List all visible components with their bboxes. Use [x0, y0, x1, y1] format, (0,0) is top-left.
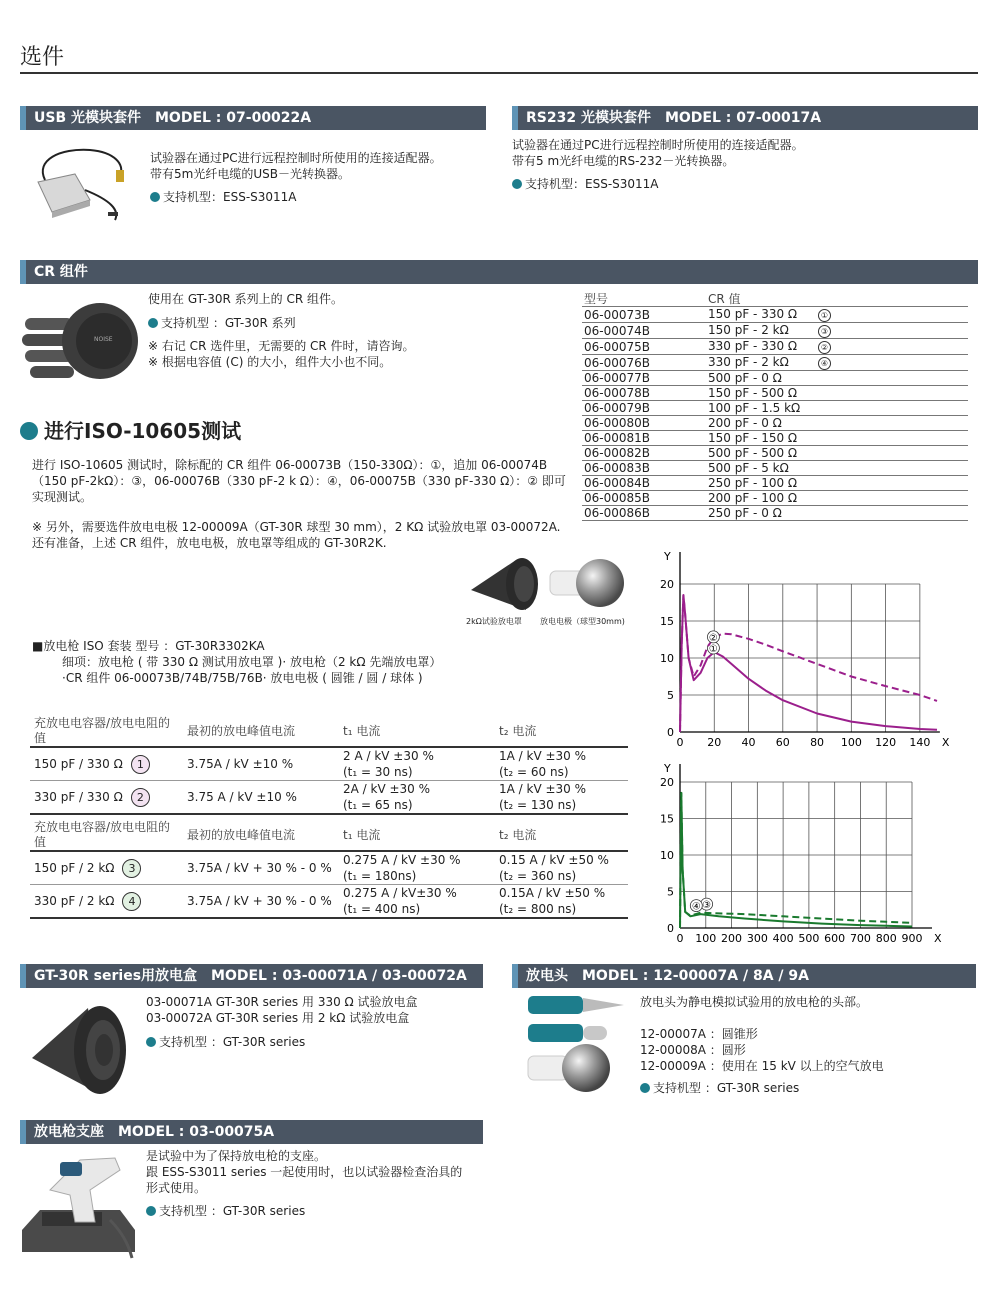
cr-table-row — [582, 446, 968, 461]
box-support — [146, 1034, 305, 1050]
spec-t1-cell — [339, 851, 495, 885]
cr-value-cell — [706, 386, 968, 401]
cr-value-text: 500 pF - 500 Ω — [708, 446, 798, 460]
bullet-dot-icon — [640, 1083, 650, 1093]
series-line — [680, 595, 937, 732]
x-axis-label: X — [941, 736, 950, 749]
spec-row — [30, 781, 628, 815]
spec-t2-cell — [495, 885, 628, 919]
usb-support-text: 支持机型：ESS-S3011A — [163, 190, 297, 204]
discharge-tips-image — [524, 990, 636, 1102]
spec-table-2k — [30, 820, 628, 919]
cr-value-text: 330 pF - 330 Ω — [708, 339, 798, 353]
cr-note-2: ※ 根据电容值 (C) 的大小，组件大小也不同。 — [148, 355, 392, 369]
cr-value-cell — [706, 461, 968, 476]
series-line — [680, 595, 937, 732]
cr-value-cell — [706, 371, 968, 386]
spec-cr-cell — [30, 781, 183, 815]
spec-t2-cell — [495, 747, 628, 781]
stand-support-text: 支持机型 ：GT-30R series — [159, 1204, 306, 1218]
iso-paragraph-1-line-2: （150 pF-2kΩ）：③，06-00076B（330 pF-2 k Ω）：④，06-00075B（330 pF-330 Ω）：② 即可 — [32, 474, 566, 488]
cr-value-cell — [706, 431, 968, 446]
ref-mark: 3 — [122, 859, 141, 878]
bullet-dot-icon — [146, 1206, 156, 1216]
bullet-dot-icon — [512, 179, 522, 189]
cr-table-row — [582, 476, 968, 491]
cr-table — [582, 292, 968, 521]
spec-t1-value: 0.275 A / kV ±30 % — [343, 853, 461, 867]
x-tick-label: 200 — [721, 932, 743, 945]
cr-value-cell — [706, 506, 968, 521]
spec-cr-cell — [30, 851, 183, 885]
spec-t2-cell — [495, 781, 628, 815]
spec-t2-time: (t₂ = 130 ns) — [499, 798, 577, 812]
ref-mark: ① — [818, 309, 831, 322]
ref-mark: ③ — [818, 325, 831, 338]
y-tick-label: 20 — [660, 776, 674, 789]
spec-t1-cell — [339, 781, 495, 815]
svg-text:NOISE: NOISE — [94, 336, 113, 343]
spec-header-t2: t₂ 电流 — [495, 820, 628, 851]
spec-peak-cell: 3.75 A / kV ±10 % — [183, 781, 339, 815]
usb-support — [150, 189, 297, 205]
title-divider — [20, 72, 978, 74]
series-line — [680, 793, 912, 928]
cr-table-row — [582, 323, 968, 339]
spec-t2-cell — [495, 851, 628, 885]
y-tick-label: 5 — [667, 885, 674, 899]
cr-model-cell: 06-00081B — [582, 431, 706, 446]
tip-line-3: 12-00009A ：使用在 15 kV 以上的空气放电 — [640, 1059, 884, 1073]
y-tick-label: 10 — [660, 849, 674, 862]
x-tick-label: 300 — [746, 932, 768, 945]
cr-model-cell: 06-00085B — [582, 491, 706, 506]
cr-support — [148, 315, 296, 331]
cr-table-row — [582, 371, 968, 386]
cr-value-cell — [706, 491, 968, 506]
spec-row — [30, 851, 628, 885]
cr-value-cell — [706, 446, 968, 461]
spec-t2-value: 0.15 A / kV ±50 % — [499, 853, 609, 867]
rs232-desc-1: 试验器在通过PC进行远程控制时所使用的连接适配器。 — [512, 138, 804, 152]
cr-model-cell: 06-00083B — [582, 461, 706, 476]
y-axis-label: Y — [664, 550, 671, 563]
cr-value-text: 100 pF - 1.5 kΩ — [708, 401, 801, 415]
cr-model-cell: 06-00082B — [582, 446, 706, 461]
spec-header-peak: 最初的放电峰值电流 — [183, 716, 339, 747]
spec-cr-text: 330 pF / 330 Ω — [34, 789, 123, 804]
bullet-dot-icon — [150, 192, 160, 202]
tip-support — [640, 1080, 799, 1096]
x-tick-label: 120 — [875, 736, 897, 749]
cr-model-cell: 06-00078B — [582, 386, 706, 401]
rs232-support-text: 支持机型：ESS-S3011A — [525, 177, 659, 191]
iso-paragraph-1-line-3: 实现测试。 — [32, 490, 93, 504]
cr-value-cell — [706, 307, 968, 323]
ref-mark: ② — [818, 341, 831, 354]
cr-table-header-value: CR 值 — [708, 292, 741, 306]
x-tick-label: 900 — [901, 932, 923, 945]
cr-table-row — [582, 339, 968, 355]
ref-mark: ④ — [818, 357, 831, 370]
rs232-section-header: RS232 光模块套件 MODEL : 07-00017A — [512, 106, 978, 130]
spec-t2-value: 1A / kV ±30 % — [499, 749, 587, 763]
cr-value-text: 500 pF - 0 Ω — [708, 371, 782, 385]
spec-t2-time: (t₂ = 60 ns) — [499, 765, 569, 779]
ref-mark: 1 — [131, 755, 150, 774]
x-tick-label: 140 — [909, 736, 931, 749]
spec-header-peak: 最初的放电峰值电流 — [183, 820, 339, 851]
cr-note-1: ※ 右记 CR 选件里，无需要的 CR 件时，请咨询。 — [148, 339, 415, 353]
spec-t1-value: 2 A / kV ±30 % — [343, 749, 434, 763]
iso-paragraph-1-line-1: 进行 ISO-10605 测试时，除标配的 CR 组件 06-00073B（150-330Ω）：①，追加 06-00074B — [32, 458, 548, 472]
cr-table-row — [582, 506, 968, 521]
kit-detail-2: ·CR 组件 06-00073B/74B/75B/76B· 放电电极 ( 圆锥 / 圆 / 球体 ) — [62, 671, 423, 685]
x-tick-label: 100 — [695, 932, 717, 945]
spec-cr-cell — [30, 747, 183, 781]
spec-t1-time: (t₁ = 30 ns) — [343, 765, 413, 779]
tip-section-header: 放电头 MODEL : 12-00007A / 8A / 9A — [512, 964, 976, 988]
cr-table-row — [582, 461, 968, 476]
iso-paragraph-2-line-2: 还有准备，上述 CR 组件，放电电极，放电罩等组成的 GT-30R2K. — [32, 536, 387, 550]
x-tick-label: 40 — [741, 736, 756, 749]
spec-header-t2: t₂ 电流 — [495, 716, 628, 747]
cr-value-text: 200 pF - 0 Ω — [708, 416, 782, 430]
y-tick-label: 0 — [667, 922, 674, 935]
cr-model-cell: 06-00086B — [582, 506, 706, 521]
usb-adapter-image — [30, 140, 130, 225]
x-tick-label: 80 — [810, 736, 825, 749]
spec-cr-cell — [30, 885, 183, 919]
x-tick-label: 500 — [798, 932, 820, 945]
cr-table-header-model: 型号 — [584, 292, 609, 306]
waveform-chart-330 — [648, 546, 968, 752]
box-line-2: 03-00072A GT-30R series 用 2 kΩ 试验放电盒 — [146, 1011, 410, 1025]
spec-t1-value: 2A / kV ±30 % — [343, 782, 431, 796]
spec-t1-time: (t₁ = 65 ns) — [343, 798, 413, 812]
cr-value-text: 330 pF - 2 kΩ — [708, 355, 789, 369]
usb-section-header: USB 光模块套件 MODEL : 07-00022A — [20, 106, 486, 130]
ball-electrode-caption: 放电电极（球型30mm) — [540, 617, 625, 626]
cr-value-cell — [706, 476, 968, 491]
tip-support-text: 支持机型 ：GT-30R series — [653, 1081, 800, 1095]
cr-value-text: 150 pF - 150 Ω — [708, 431, 798, 445]
cr-value-cell — [706, 401, 968, 416]
x-axis-label: X — [934, 932, 942, 945]
x-tick-label: 20 — [707, 736, 722, 749]
series-line — [680, 793, 912, 928]
box-section-header: GT-30R series用放电盒 MODEL : 03-00071A / 03-00072A — [20, 964, 483, 988]
bullet-dot-icon — [20, 422, 38, 440]
spec-row — [30, 747, 628, 781]
y-tick-label: 15 — [660, 812, 674, 826]
ref-mark: 4 — [122, 892, 141, 911]
usb-desc-2: 带有5m光纤电缆的USB－光转换器。 — [150, 167, 350, 181]
waveform-chart-2k — [648, 758, 948, 948]
stand-line-3: 形式使用。 — [146, 1181, 207, 1195]
stand-support — [146, 1203, 305, 1219]
spec-header-cr: 充放电电容器/放电电阻的值 — [30, 820, 183, 851]
spec-cr-text: 330 pF / 2 kΩ — [34, 893, 115, 908]
series-label: ② — [708, 632, 718, 644]
cr-table-row — [582, 307, 968, 323]
x-tick-label: 700 — [849, 932, 871, 945]
spec-t1-cell — [339, 885, 495, 919]
cr-value-text: 500 pF - 5 kΩ — [708, 461, 789, 475]
cr-table-row — [582, 431, 968, 446]
cr-model-cell: 06-00075B — [582, 339, 706, 355]
x-tick-label: 400 — [772, 932, 794, 945]
stand-section-header: 放电枪支座 MODEL : 03-00075A — [20, 1120, 483, 1144]
spec-header-t1: t₁ 电流 — [339, 820, 495, 851]
spec-row — [30, 885, 628, 919]
x-tick-label: 0 — [676, 736, 684, 749]
spec-t2-time: (t₂ = 360 ns) — [499, 869, 577, 883]
series-label: ① — [708, 644, 718, 655]
cr-model-cell: 06-00074B — [582, 323, 706, 339]
box-line-1: 03-00071A GT-30R series 用 330 Ω 试验放电盒 — [146, 995, 418, 1009]
spec-t1-time: (t₁ = 400 ns) — [343, 902, 421, 916]
y-tick-label: 0 — [667, 726, 674, 739]
page-title: 选件 — [20, 45, 65, 70]
spec-table-330 — [30, 716, 628, 815]
gun-stand-image — [20, 1150, 138, 1260]
discharge-box-image — [28, 998, 133, 1098]
discharge-cap-caption: 2kΩ试验放电罩 — [466, 617, 522, 626]
cr-model-cell: 06-00079B — [582, 401, 706, 416]
spec-t2-value: 1A / kV ±30 % — [499, 782, 587, 796]
cr-value-text: 200 pF - 100 Ω — [708, 491, 798, 505]
x-tick-label: 100 — [840, 736, 862, 749]
x-tick-label: 60 — [775, 736, 790, 749]
spec-header-t1: t₁ 电流 — [339, 716, 495, 747]
cr-value-text: 150 pF - 2 kΩ — [708, 323, 789, 337]
series-label: ④ — [691, 901, 701, 913]
bullet-dot-icon — [148, 318, 158, 328]
rs232-desc-2: 带有5 m光纤电缆的RS-232－光转换器。 — [512, 154, 735, 168]
cr-value-text: 150 pF - 330 Ω — [708, 307, 798, 321]
y-axis-label: Y — [664, 762, 671, 775]
cr-model-cell: 06-00073B — [582, 307, 706, 323]
cr-value-text: 250 pF - 100 Ω — [708, 476, 798, 490]
cr-value-cell — [706, 416, 968, 431]
cr-value-cell — [706, 355, 968, 371]
cr-support-text: 支持机型 ：GT-30R 系列 — [161, 316, 296, 330]
cr-table-row — [582, 416, 968, 431]
x-tick-label: 0 — [676, 932, 684, 945]
tip-line-1: 12-00007A ：圆锥形 — [640, 1027, 758, 1041]
x-tick-label: 600 — [824, 932, 846, 945]
spec-t2-time: (t₂ = 800 ns) — [499, 902, 577, 916]
iso-paragraph-2-line-1: ※ 另外，需要选件放电电极 12-00009A（GT-30R 球型 30 mm），2 KΩ 试验放电罩 03-00072A. — [32, 520, 561, 534]
ball-electrode-image — [548, 555, 628, 615]
spec-t1-time: (t₁ = 180ns) — [343, 869, 417, 883]
ref-mark: 2 — [131, 788, 150, 807]
tip-desc: 放电头为静电模拟试验用的放电枪的头部。 — [640, 995, 869, 1009]
iso-title — [20, 415, 241, 444]
usb-desc-1: 试验器在通过PC进行远程控制时所使用的连接适配器。 — [150, 151, 442, 165]
discharge-cap-image — [466, 552, 546, 614]
kit-detail-1: 细项：放电枪 ( 带 330 Ω 测试用放电罩 )· 放电枪（2 kΩ 先端放电罩） — [62, 655, 442, 669]
cr-model-cell: 06-00080B — [582, 416, 706, 431]
cr-model-cell: 06-00076B — [582, 355, 706, 371]
y-tick-label: 20 — [660, 578, 674, 591]
spec-cr-text: 150 pF / 2 kΩ — [34, 860, 115, 875]
series-label: ③ — [702, 900, 712, 912]
cr-model-cell: 06-00077B — [582, 371, 706, 386]
cr-desc: 使用在 GT-30R 系列上的 CR 组件。 — [148, 292, 344, 306]
y-tick-label: 15 — [660, 615, 674, 628]
cr-value-cell — [706, 339, 968, 355]
cr-value-text: 250 pF - 0 Ω — [708, 506, 782, 520]
y-tick-label: 10 — [660, 652, 674, 665]
cr-unit-image — [20, 296, 140, 396]
spec-peak-cell: 3.75A / kV + 30 % - 0 % — [183, 851, 339, 885]
bullet-dot-icon — [146, 1037, 156, 1047]
cr-table-row — [582, 401, 968, 416]
spec-t1-cell — [339, 747, 495, 781]
box-support-text: 支持机型 ：GT-30R series — [159, 1035, 306, 1049]
rs232-support — [512, 176, 659, 192]
spec-header-cr: 充放电电容器/放电电阻的值 — [30, 716, 183, 747]
cr-value-cell — [706, 323, 968, 339]
spec-peak-cell: 3.75A / kV + 30 % - 0 % — [183, 885, 339, 919]
stand-line-2: 跟 ESS-S3011 series 一起使用时，也以试验器检查治具的 — [146, 1165, 463, 1179]
kit-model: ■放电枪 ISO 套装 型号 ：GT-30R3302KA — [32, 639, 265, 653]
cr-table-row — [582, 386, 968, 401]
y-tick-label: 5 — [667, 689, 674, 702]
cr-table-row — [582, 355, 968, 371]
spec-cr-text: 150 pF / 330 Ω — [34, 756, 123, 771]
iso-title-text: 进行ISO-10605测试 — [44, 419, 242, 443]
spec-peak-cell: 3.75A / kV ±10 % — [183, 747, 339, 781]
spec-t2-value: 0.15A / kV ±50 % — [499, 886, 606, 900]
cr-section-header: CR 组件 — [20, 260, 978, 284]
tip-line-2: 12-00008A ：圆形 — [640, 1043, 746, 1057]
spec-t1-value: 0.275 A / kV±30 % — [343, 886, 457, 900]
cr-model-cell: 06-00084B — [582, 476, 706, 491]
cr-table-row — [582, 491, 968, 506]
cr-value-text: 150 pF - 500 Ω — [708, 386, 798, 400]
stand-line-1: 是试验中为了保持放电枪的支座。 — [146, 1149, 327, 1163]
x-tick-label: 800 — [875, 932, 897, 945]
